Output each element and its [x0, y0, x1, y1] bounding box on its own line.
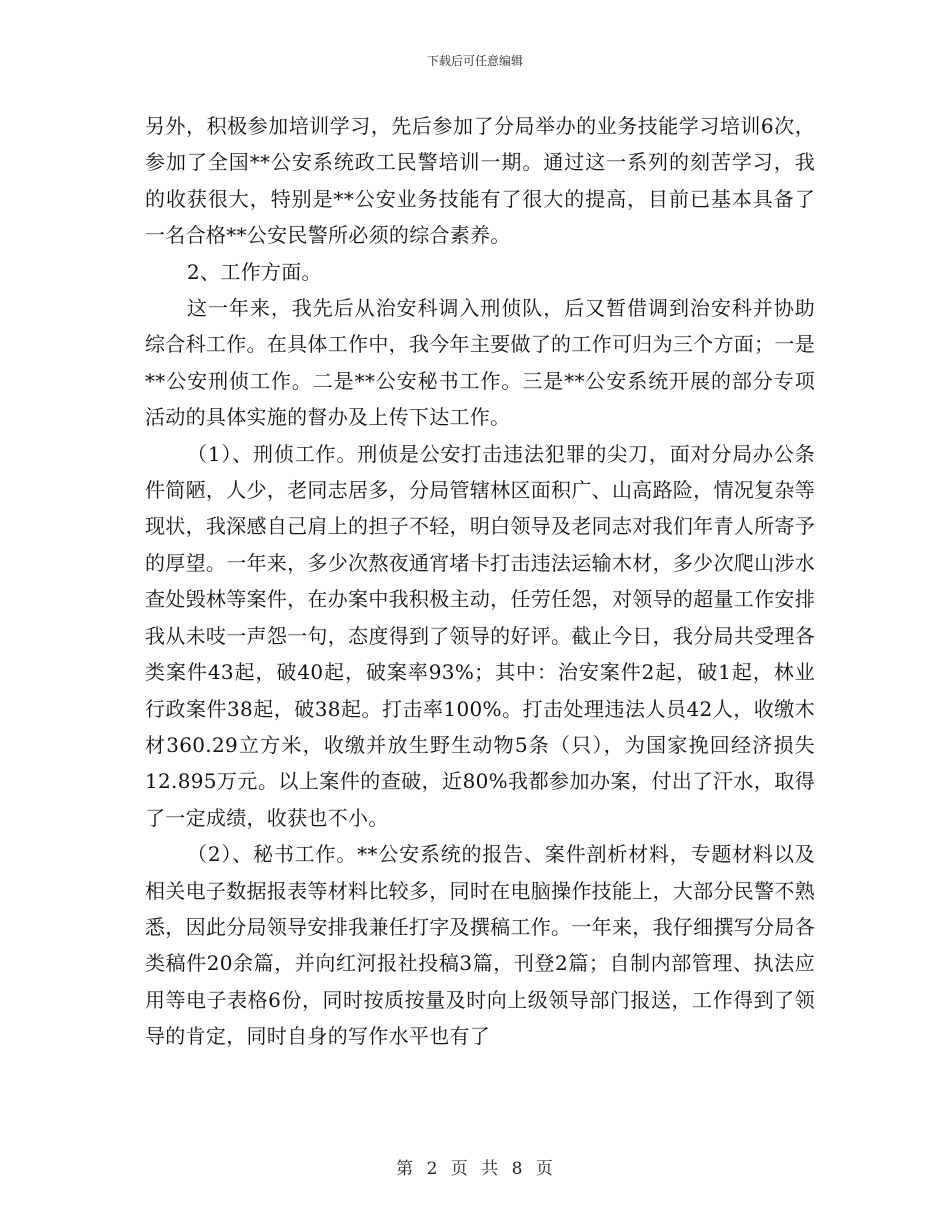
section-heading-work: 2、工作方面。 [187, 259, 322, 284]
paragraph-criminal-investigation: （1）、刑侦工作。刑侦是公安打击违法犯罪的尖刀，面对分局办公条件简陋，人少，老同志居多，分局管辖林区面积广、山高路险，情况复杂等现状，我深感自己肩上的担子不轻，明白领导及老同志对我们年青人所寄予的厚望。一年来，多少次熬夜通宵堵卡打击违法运输木材，多少次爬山涉水查处毁林等案件，在办案中我积极主动，任劳任怨，对领导的超量工作安排我从未吱一声怨一句，态度得到了领导的好评。截止今日，我分局共受理各类案件43起，破40起，破案率93%；其中：治安案件2起，破1起，林业行政案件38起，破38起。打击率100%。打击处理违法人员42人，收缴木材360.29立方米，收缴并放生野生动物5条（只），为国家挽回经济损失12.895万元。以上案件的查破，近80%我都参加办案，付出了汗水，取得了一定成绩，收获也不小。 [145, 441, 815, 830]
paragraph-training: 另外，积极参加培训学习，先后参加了分局举办的业务技能学习培训6次，参加了全国**公安系统政工民警培训一期。通过这一系列的刻苦学习，我的收获很大，特别是**公安业务技能有了很大的提高，目前已基本具备了一名合格**公安民警所必须的综合素养。 [145, 114, 815, 248]
paragraph-secretary-work: （2）、秘书工作。**公安系统的报告、案件剖析材料，专题材料以及相关电子数据报表等材料比较多，同时在电脑操作技能上，大部分民警不熟悉，因此分局领导安排我兼任打字及撰稿工作。一年来，我仔细撰写分局各类稿件20余篇，并向红河报社投稿3篇，刊登2篇；自制内部管理、执法应用等电子表格6份，同时按质按量及时向上级领导部门报送，工作得到了领导的肯定，同时自身的写作水平也有了 [145, 842, 815, 1049]
body-text [145, 108, 815, 1055]
paragraph-work-overview: 这一年来，我先后从治安科调入刑侦队，后又暂借调到治安科并协助综合科工作。在具体工作中，我今年主要做了的工作可归为三个方面；一是**公安刑侦工作。二是**公安秘书工作。三是**公安系统开展的部分专项活动的具体实施的督办及上传下达工作。 [145, 296, 815, 430]
page-number: 第 2 页 共 8 页 [396, 1159, 554, 1179]
page-header-note: 下载后可任意编辑 [426, 54, 523, 68]
